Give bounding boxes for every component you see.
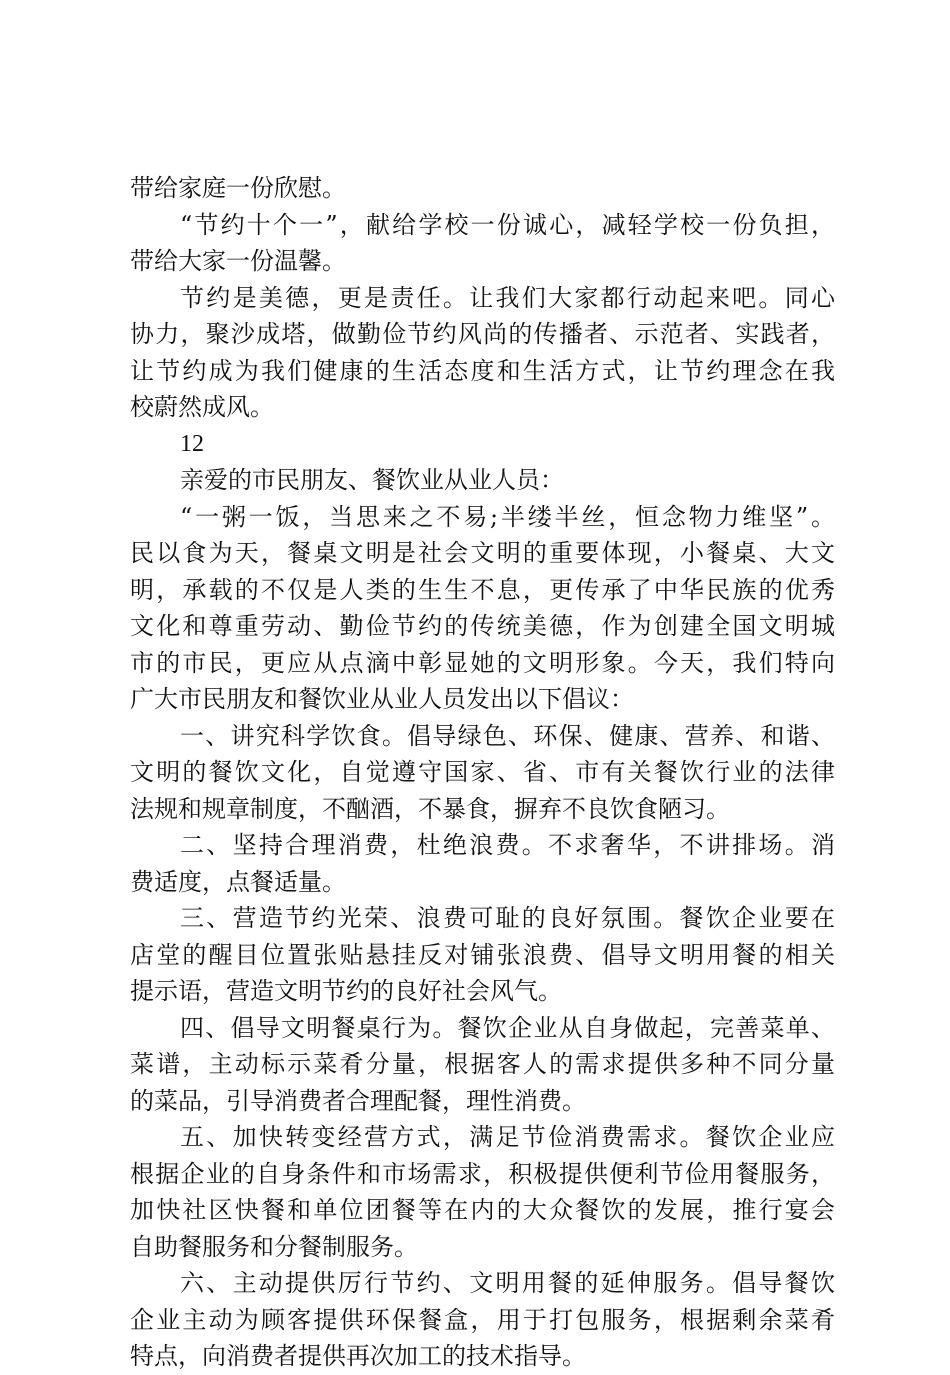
text-line: 菜谱，主动标示菜肴分量，根据客人的需求提供多种不同分量 xyxy=(130,1050,835,1078)
text-line: 二、坚持合理消费，杜绝浪费。不求奢华，不讲排场。消 xyxy=(180,831,835,859)
text-line: 企业主动为顾客提供环保餐盒，用于打包服务，根据剩余菜肴 xyxy=(130,1305,835,1334)
text-line: 六、主动提供厉行节约、文明用餐的延伸服务。倡导餐饮 xyxy=(180,1269,835,1297)
salutation: 亲爱的市民朋友、餐饮业从业人员： xyxy=(180,466,564,494)
text-line: 文化和尊重劳动、勤俭节约的传统美德，作为创建全国文明城 xyxy=(130,612,835,640)
text-line: 三、营造节约光荣、浪费可耻的良好氛围。餐饮企业要在 xyxy=(180,904,835,932)
text-line: 协力，聚沙成塔，做勤俭节约风尚的传播者、示范者、实践者， xyxy=(130,320,835,348)
text-line: 明，承载的不仅是人类的生生不息，更传承了中华民族的优秀 xyxy=(130,575,835,604)
text-line: 根据企业的自身条件和市场需求，积极提供便利节俭用餐服务， xyxy=(130,1159,835,1188)
text-line: 节约是美德，更是责任。让我们大家都行动起来吧。同心 xyxy=(180,283,835,312)
text-line: 五、加快转变经营方式，满足节俭消费需求。餐饮企业应 xyxy=(180,1123,835,1151)
text-line: 店堂的醒目位置张贴悬挂反对铺张浪费、倡导文明用餐的相关 xyxy=(130,940,835,969)
text-line: 的菜品，引导消费者合理配餐，理性消费。 xyxy=(130,1086,586,1115)
text-line: 一、讲究科学饮食。倡导绿色、环保、健康、营养、和谐、 xyxy=(180,721,835,750)
text-line: 民以食为天，餐桌文明是社会文明的重要体现，小餐桌、大文 xyxy=(130,539,835,567)
text-line: 四、倡导文明餐桌行为。餐饮企业从自身做起，完善菜单、 xyxy=(180,1013,835,1042)
text-line: “一粥一饭，当思来之不易;半缕半丝，恒念物力维坚”。 xyxy=(180,502,835,531)
text-line: 文明的餐饮文化，自觉遵守国家、省、市有关餐饮行业的法律 xyxy=(130,758,835,786)
text-line: 市的市民，更应从点滴中彰显她的文明形象。今天，我们特向 xyxy=(130,648,835,677)
text-line: 特点，向消费者提供再次加工的技术指导。 xyxy=(130,1342,586,1370)
text-line: 广大市民朋友和餐饮业从业人员发出以下倡议： xyxy=(130,685,634,713)
text-line: 法规和规章制度，不酗酒，不暴食，摒弃不良饮食陋习。 xyxy=(130,794,730,823)
text-line: 加快社区快餐和单位团餐等在内的大众餐饮的发展，推行宴会 xyxy=(130,1196,835,1224)
text-line: 带给大家一份温馨。 xyxy=(130,247,346,275)
text-line: “节约十个一”，献给学校一份诚心，减轻学校一份负担， xyxy=(180,210,835,239)
text-line: 带给家庭一份欣慰。 xyxy=(130,174,346,202)
text-line: 让节约成为我们健康的生活态度和生活方式，让节约理念在我 xyxy=(130,356,835,385)
text-line: 校蔚然成风。 xyxy=(130,393,274,421)
section-number: 12 xyxy=(180,430,204,457)
text-line: 费适度，点餐适量。 xyxy=(130,867,346,896)
document-page xyxy=(130,170,835,1375)
text-line: 提示语，营造文明节约的良好社会风气。 xyxy=(130,977,562,1005)
text-line: 自助餐服务和分餐制服务。 xyxy=(130,1232,418,1261)
